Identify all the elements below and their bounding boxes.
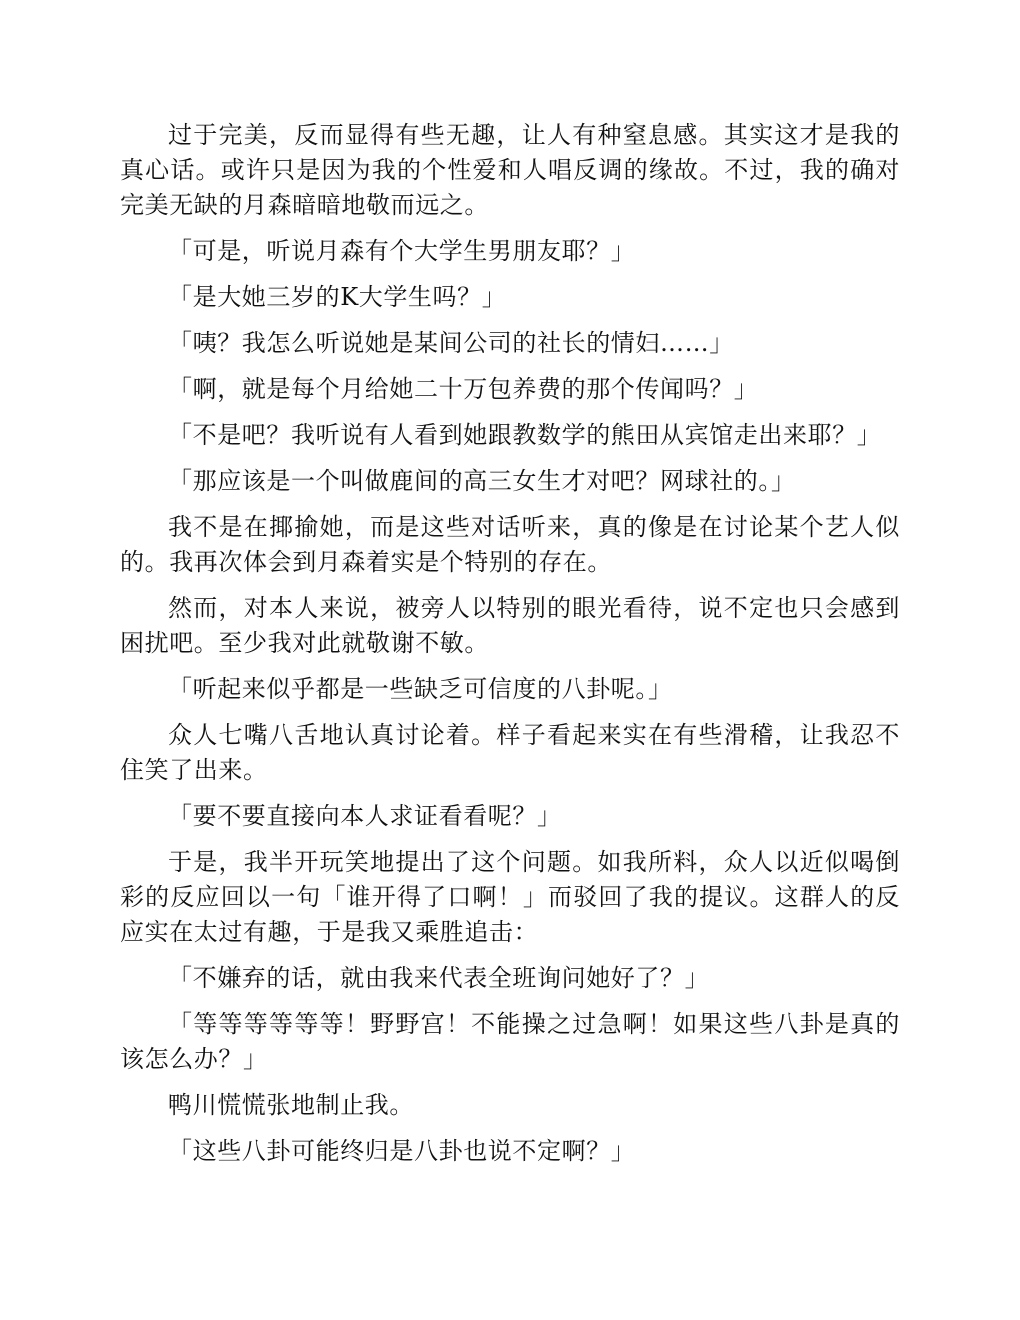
paragraph: 鸭川慌慌张地制止我。: [168, 1091, 414, 1119]
paragraph: 众人七嘴八舌地认真讨论着。样子看起来实在有些滑稽，让我忍不住笑了出来。: [120, 721, 900, 784]
dialogue-line: 「要不要直接向本人求证看看呢？」: [168, 802, 562, 830]
dialogue-line: 「是大她三岁的K大学生吗？」: [168, 283, 507, 311]
dialogue-line: 「可是，听说月森有个大学生男朋友耶？」: [168, 237, 636, 265]
dialogue-line: 「咦？我怎么听说她是某间公司的社长的情妇……」: [168, 329, 734, 357]
paragraph: 然而，对本人来说，被旁人以特别的眼光看待，说不定也只会感到困扰吧。至少我对此就敬谢不敏。: [120, 594, 900, 657]
book-page: [120, 118, 900, 1180]
paragraph: 我不是在揶揄她，而是这些对话听来，真的像是在讨论某个艺人似的。我再次体会到月森着实是个特别的存在。: [120, 513, 900, 576]
dialogue-line: 「等等等等等等！野野宫！不能操之过急啊！如果这些八卦是真的该怎么办？」: [120, 1010, 900, 1073]
dialogue-line: 「不是吧？我听说有人看到她跟教数学的熊田从宾馆走出来耶？」: [168, 421, 882, 449]
dialogue-line: 「听起来似乎都是一些缺乏可信度的八卦呢。」: [168, 675, 673, 703]
paragraph: 于是，我半开玩笑地提出了这个问题。如我所料，众人以近似喝倒彩的反应回以一句「谁开得了口啊！」而驳回了我的提议。这群人的反应实在太过有趣，于是我又乘胜追击：: [120, 848, 900, 946]
dialogue-line: 「这些八卦可能终归是八卦也说不定啊？」: [168, 1137, 636, 1165]
dialogue-line: 「啊，就是每个月给她二十万包养费的那个传闻吗？」: [168, 375, 759, 403]
dialogue-line: 「不嫌弃的话，就由我来代表全班询问她好了？」: [168, 964, 710, 992]
dialogue-line: 「那应该是一个叫做鹿间的高三女生才对吧？网球社的。」: [168, 467, 796, 495]
paragraph: 过于完美，反而显得有些无趣，让人有种窒息感。其实这才是我的真心话。或许只是因为我的个性爱和人唱反调的缘故。不过，我的确对完美无缺的月森暗暗地敬而远之。: [120, 121, 900, 219]
